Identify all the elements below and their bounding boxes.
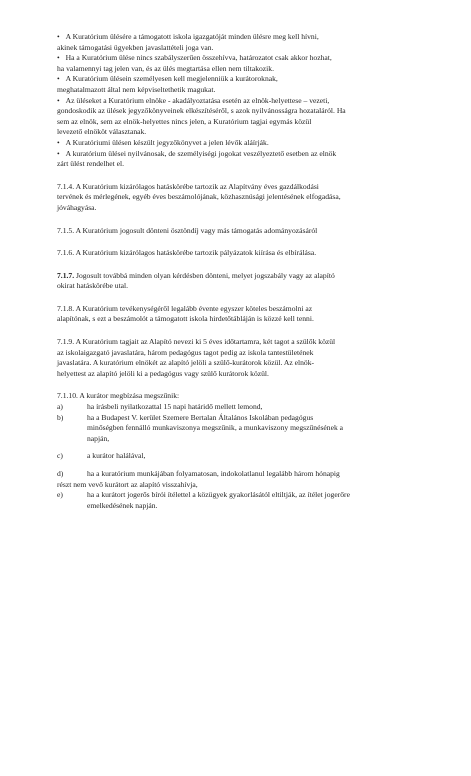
bullet-icon: • [57, 148, 60, 158]
list-item: e) ha a kurátort jogerős bírói ítélettel a közügyek gyakorlásától eltiltják, az ítélet jogerőre emelkedésének napján. [57, 490, 350, 510]
bullet-text: sem az elnök, sem az elnök-helyettes nincs jelen, a Kuratórium tagjai egymás közül [57, 116, 312, 126]
section-7-1-5: 7.1.5. A Kuratórium jogosult dönteni ösztöndíj vagy más támogatás adományozásáról [57, 225, 318, 235]
bullet-item [57, 138, 419, 149]
bullet-text: levezető elnököt választanak. [57, 127, 147, 137]
bullet-text: meghatalmazott által nem képviseltethetik magukat. [57, 84, 216, 94]
bullet-item [57, 96, 419, 138]
bullet-text: A Kuratórium ülésein személyesen kell megjelenniük a kurátoroknak, [65, 74, 278, 84]
bullet-item [57, 32, 419, 53]
bullet-item [57, 149, 419, 170]
bullet-text: A Kuratóriumi ülésen készült jegyzőkönyvet a jelen lévők aláírják. [65, 137, 269, 147]
list-title: 7.1.10. A kurátor megbízása megszűnik: [57, 391, 180, 401]
bullet-text: akinek támogatási ügyekben javaslattételi joga van. [57, 42, 214, 52]
bullet-icon: • [57, 53, 60, 63]
section-7-1-7: 7.1.7. Jogosult továbbá minden olyan kérdésben dönteni, melyet jogszabály vagy az alapító okirat hatáskörébe utal. [57, 270, 335, 291]
list-item: a) ha írásbeli nyilatkozattal 15 napi határidő mellett lemond, [57, 402, 263, 412]
section-number: 7.1.7. [57, 270, 75, 280]
list-item: d) ha a kuratórium munkájában folyamatosan, indokolatlanul legalább három hónapig részt nem vevő kurátort az alapító visszahívja, [57, 469, 340, 489]
bullet-text: gondoskodik az ülések jegyzőkönyveinek elkészítéséről, s azok nyilvánosságra hozataláról. Ha [57, 106, 346, 116]
bullet-icon: • [57, 32, 60, 41]
bullet-text: ha valamennyi tag jelen van, és az ülés megtartása ellen nem tiltakozik. [57, 63, 274, 73]
list-item: c) a kurátor halálával, [57, 451, 146, 461]
bullet-icon: • [57, 74, 60, 84]
section-7-1-4: 7.1.4. A Kuratórium kizárólagos hatáskörébe tartozik az Alapítvány éves gazdálkodási tervének és mérlegének, egyéb éves beszámolójának, közhasznúsági jelentésének elfogadása, jóváhagyása. [57, 181, 341, 212]
section-7-1-9: 7.1.9. A Kuratórium tagjait az Alapító nevezi ki 5 éves időtartamra, két tagot a szülők közül az iskolaigazgató javaslatára, három pedagógus tagot pedig az iskola tantestületének javaslatára. A kuratórium elnökét az alapító jelöli a szülő-kurátorok közül. Az elnök- helyettest az alapító jelöli ki a pedagógus vagy szülő kurátorok közül. [57, 337, 336, 378]
bullet-icon: • [57, 137, 60, 147]
bullet-item [57, 74, 419, 95]
bullet-icon: • [57, 95, 60, 105]
bullet-text: zárt ülést rendelhet el. [57, 159, 125, 169]
bullet-text: A kuratórium ülései nyilvánosak, de személyiségi jogokat veszélyeztető esetben az elnök [65, 148, 337, 158]
bullet-text: Az üléseket a Kuratórium elnöke - akadályoztatása esetén az elnök-helyettese – vezeti, [65, 95, 330, 105]
bullet-item [57, 53, 419, 74]
bullet-text: Ha a Kuratórium ülése nincs szabályszerűen összehívva, határozatot csak akkor hozhat, [65, 53, 332, 63]
section-7-1-10 [57, 391, 419, 511]
bullet-text: A Kuratórium ülésére a támogatott iskola igazgatóját minden ülésre meg kell hívni, [65, 32, 319, 41]
list-item: b) ha a Budapest V. kerület Szemere Bertalan Általános Iskolában pedagógus minőségben fennálló munkaviszonya megszűnik, a munkaviszony megszűnésének a napján, [57, 412, 344, 443]
document-body [57, 32, 419, 511]
section-7-1-6: 7.1.6. A Kuratórium kizárólagos hatáskörébe tartozik pályázatok kiírása és elbírálása. [57, 248, 317, 258]
section-7-1-8: 7.1.8. A Kuratórium tevékenységéről legalább évente egyszer köteles beszámolni az alapítónak, s ezt a beszámolót a támogatott iskola hirdetőtábláján is közzé kell tenni. [57, 303, 314, 324]
